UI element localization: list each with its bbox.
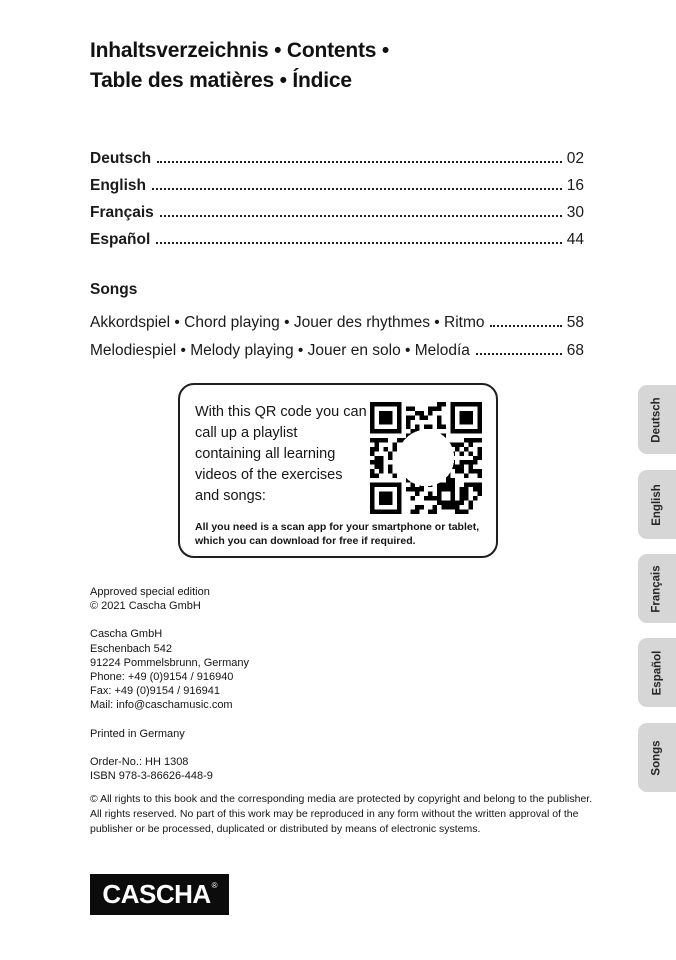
qr-code-icon [370, 402, 482, 514]
side-tab-songs[interactable] [638, 723, 676, 792]
imprint-edition-line1: Approved special edition [90, 586, 210, 598]
side-tab-label: Español [651, 650, 664, 695]
toc-entry-page: 68 [566, 342, 584, 359]
toc-entry-page: 58 [566, 314, 584, 331]
side-tab-label: Français [651, 564, 663, 613]
toc-entry-page: 30 [566, 204, 584, 221]
toc-entry-page: 16 [566, 177, 584, 194]
toc-entry-page: 02 [566, 150, 584, 167]
toc-entry-espanol[interactable] [90, 221, 584, 248]
qr-box-note-line2: which you can download for free if required. [195, 534, 416, 547]
side-tab-francais[interactable] [638, 554, 676, 623]
registered-mark-icon: ® [211, 880, 218, 890]
toc-entry-english[interactable] [90, 167, 584, 194]
page-title [90, 36, 610, 96]
qr-box-top [195, 402, 482, 514]
imprint-isbn: ISBN 978-3-86626-448-9 [90, 770, 213, 783]
qr-box-note [195, 521, 482, 548]
toc-language-list [90, 140, 584, 248]
side-tab-label: Songs [650, 739, 663, 776]
toc-entry-page: 44 [566, 231, 584, 248]
imprint-mail: Mail: info@caschamusic.com [90, 699, 233, 712]
imprint-block [90, 585, 390, 783]
toc-entry-chord-playing[interactable] [90, 303, 584, 331]
imprint-address-line: Cascha GmbH [90, 628, 163, 641]
side-tab-label: Deutsch [651, 396, 663, 443]
dot-leader [157, 161, 562, 163]
toc-entry-label: Español [90, 231, 151, 248]
page-title-line1: Inhaltsverzeichnis • Contents • [90, 39, 390, 62]
toc-entry-label: Akkordspiel • Chord playing • Jouer des rhythmes • Ritmo [90, 314, 485, 331]
imprint-address [90, 627, 390, 712]
toc-entry-deutsch[interactable] [90, 140, 584, 167]
toc-entry-label: Deutsch [90, 150, 152, 167]
toc-entry-label: Melodiespiel • Melody playing • Jouer en solo • Melodía [90, 342, 470, 359]
side-tab-label: English [651, 483, 663, 526]
page-title-line2: Table des matières • Índice [90, 69, 352, 92]
imprint-edition-line2: © 2021 Cascha GmbH [90, 600, 201, 613]
imprint-printed: Printed in Germany [90, 727, 185, 740]
logo-text: CASCHA [102, 879, 211, 909]
imprint-address-line: 91224 Pommelsbrunn, Germany [90, 656, 249, 669]
qr-box-note-line1: All you need is a scan app for your smartphone or tablet, [195, 521, 480, 533]
qr-box-text: With this QR code you can call up a playlist containing all learning videos of the exercises and songs: [195, 404, 367, 504]
toc-entry-label: Français [90, 204, 154, 221]
side-tab-english[interactable] [638, 470, 676, 539]
dot-leader [160, 215, 562, 217]
dot-leader [152, 188, 562, 190]
imprint-fax: Fax: +49 (0)9154 / 916941 [90, 685, 220, 698]
toc-entry-melody-playing[interactable] [90, 331, 584, 359]
copyright-notice: © All rights to this book and the corresponding media are protected by copyright and belong to the publisher. All rights reserved. No part of this work may be reproduced in any form without the written approval of the publisher or be processed, duplicated or distributed by means of electronic systems. [90, 793, 593, 835]
imprint-order-no: Order-No.: HH 1308 [90, 755, 189, 768]
imprint-order [90, 755, 390, 783]
imprint-address-line: Eschenbach 542 [90, 642, 172, 655]
toc-entry-label: English [90, 177, 146, 194]
dot-leader [476, 353, 562, 355]
cascha-logo [90, 874, 229, 915]
dot-leader [490, 325, 561, 327]
imprint-phone: Phone: +49 (0)9154 / 916940 [90, 671, 234, 684]
toc-songs-list [90, 303, 584, 359]
imprint-edition [90, 585, 390, 613]
toc-entry-francais[interactable] [90, 194, 584, 221]
side-tab-deutsch[interactable] [638, 385, 676, 454]
side-tab-espanol[interactable] [638, 638, 676, 707]
songs-heading: Songs [90, 281, 138, 298]
qr-info-box [178, 383, 498, 558]
dot-leader [156, 242, 561, 244]
